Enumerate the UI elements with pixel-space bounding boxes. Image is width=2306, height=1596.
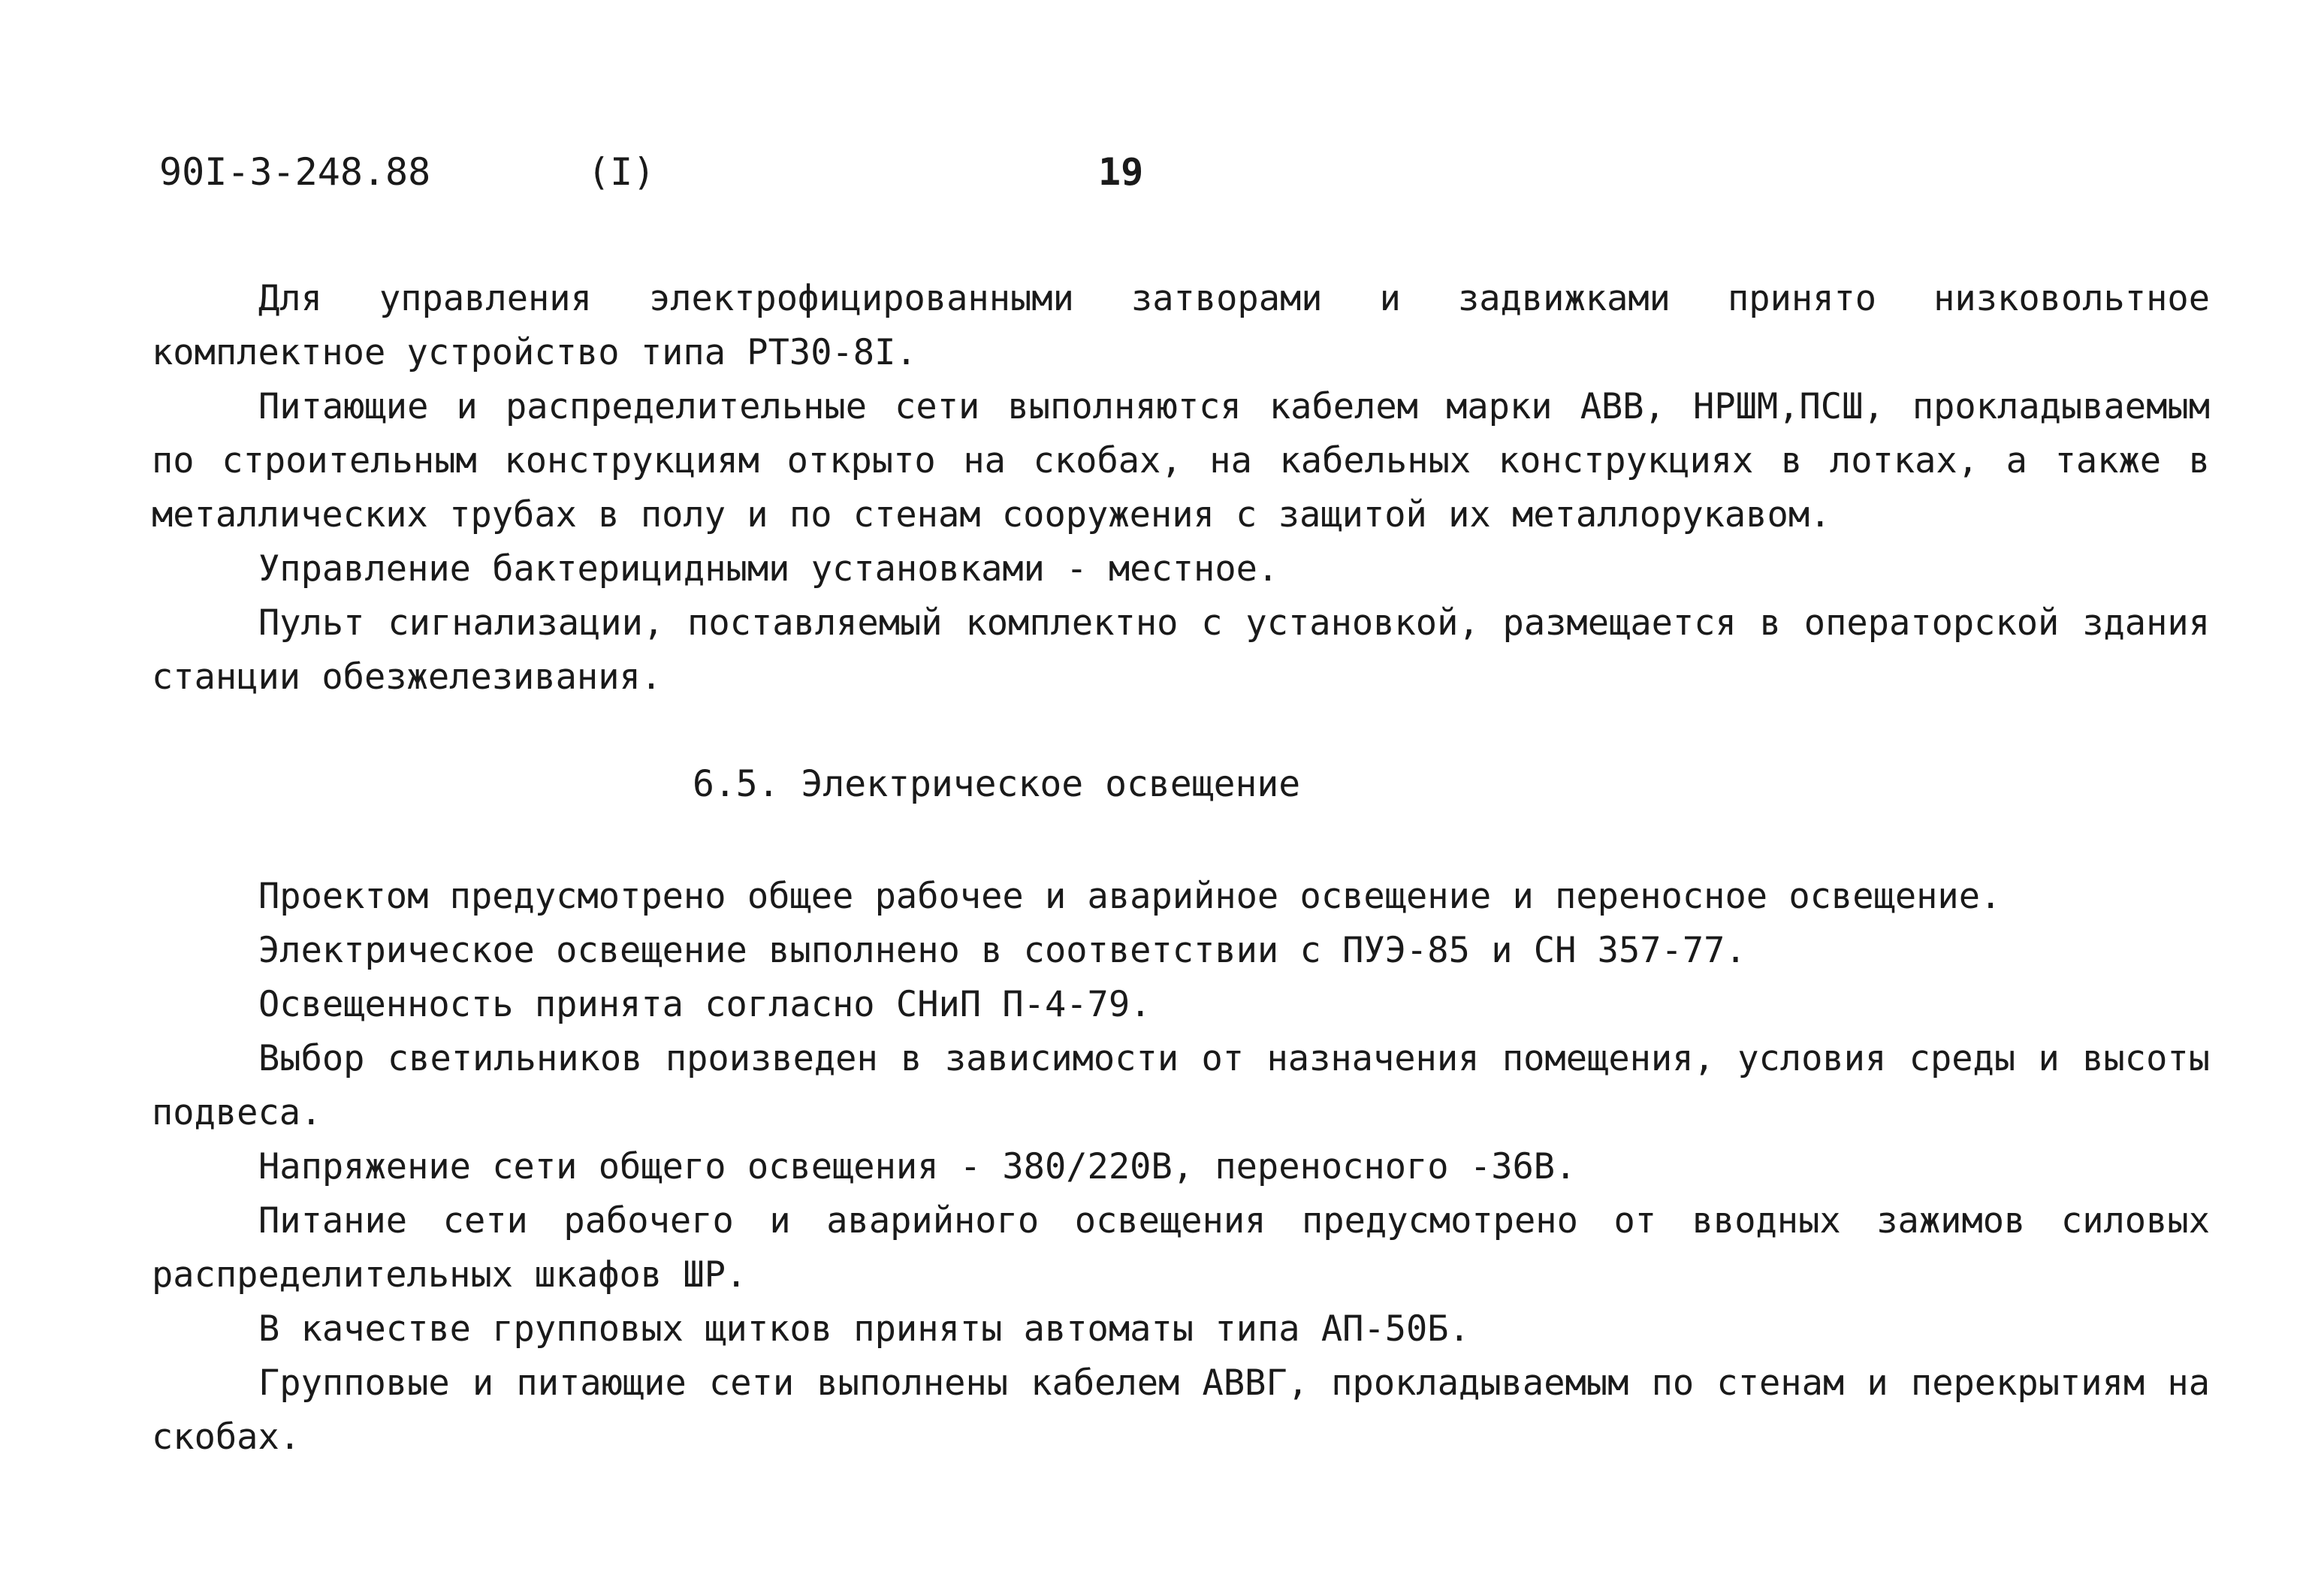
paragraph: Электрическое освещение выполнено в соответствии с ПУЭ-85 и СН 357-77. bbox=[258, 930, 1746, 971]
document-body bbox=[152, 272, 2210, 1465]
section-title: 6.5. Электрическое освещение bbox=[693, 763, 1301, 805]
page-header bbox=[159, 150, 2262, 203]
paragraph: Для управления электрофицированными затворами и задвижками принято низковольтное комплектное устройство типа РТ30-8I. bbox=[152, 278, 2210, 373]
paragraph: Пульт сигнализации, поставляемый комплектно с установкой, размещается в операторской здания станции обезжелезивания. bbox=[152, 602, 2210, 698]
paragraph: Питание сети рабочего и аварийного освещения предусмотрено от вводных зажимов силовых распределительных шкафов ШР. bbox=[152, 1200, 2210, 1296]
paragraph: Выбор светильников произведен в зависимости от назначения помещения, условия среды и высоты подвеса. bbox=[152, 1038, 2210, 1133]
sheet-mark: (I) bbox=[587, 150, 656, 194]
document-code: 90I-3-248.88 bbox=[159, 150, 431, 194]
paragraph: В качестве групповых щитков приняты автоматы типа АП-50Б. bbox=[258, 1308, 1470, 1350]
paragraph: Питающие и распределительные сети выполняются кабелем марки АВВ, НРШМ,ПСШ, прокладываемым по строительным конструкциям открыто на скобах, на кабельных конструкциях в лотках, а также в металлических трубах в полу и по стенам сооружения с защитой их металлорукавом. bbox=[152, 386, 2210, 536]
paragraph: Освещенность принята согласно СНиП П-4-79. bbox=[258, 984, 1151, 1025]
paragraph: Проектом предусмотрено общее рабочее и аварийное освещение и переносное освещение. bbox=[258, 876, 2002, 917]
page-number: 19 bbox=[1098, 150, 1144, 194]
paragraph: Групповые и питающие сети выполнены кабелем АВВГ, прокладываемым по стенам и перекрытиям на скобах. bbox=[152, 1362, 2210, 1458]
paragraph: Напряжение сети общего освещения - 380/220В, переносного -36В. bbox=[258, 1146, 1577, 1187]
paragraph: Управление бактерицидными установками - местное. bbox=[258, 548, 1279, 590]
